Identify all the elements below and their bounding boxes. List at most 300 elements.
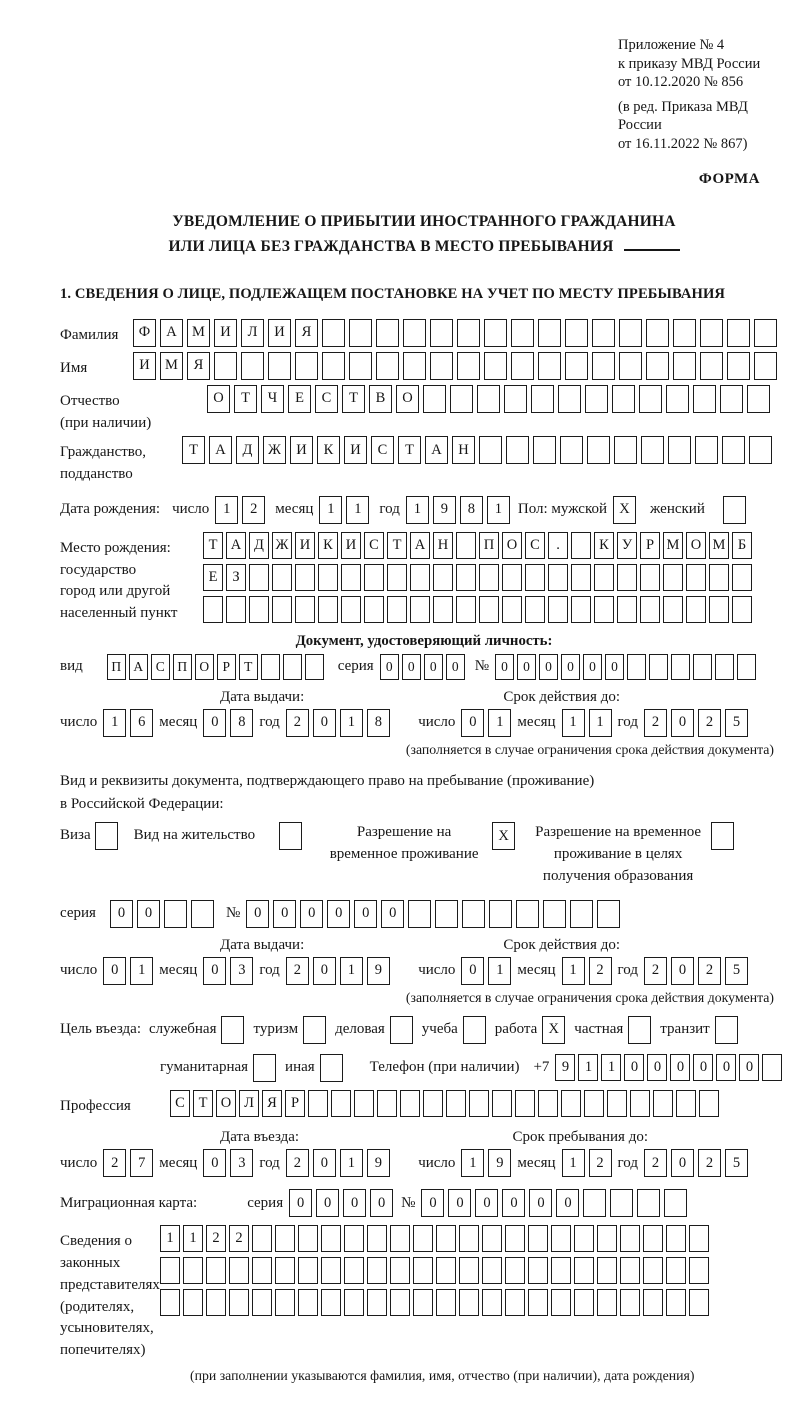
char-cell[interactable]: 1 — [562, 1149, 585, 1177]
char-cell[interactable] — [446, 1090, 466, 1117]
char-cell[interactable]: Т — [398, 436, 421, 464]
char-cell[interactable] — [627, 654, 646, 680]
char-cell[interactable]: 0 — [300, 900, 323, 928]
char-cell[interactable]: Т — [239, 654, 258, 680]
char-cell[interactable] — [272, 596, 292, 623]
char-cell[interactable]: 9 — [367, 957, 390, 985]
char-cell[interactable]: С — [170, 1090, 190, 1117]
char-cell[interactable] — [272, 564, 292, 591]
char-cell[interactable] — [430, 352, 453, 380]
char-cell[interactable]: 2 — [229, 1225, 249, 1252]
char-cell[interactable]: С — [364, 532, 384, 559]
char-cell[interactable]: У — [617, 532, 637, 559]
char-cell[interactable]: 1 — [340, 709, 363, 737]
char-cell[interactable]: О — [207, 385, 230, 413]
char-cell[interactable]: 2 — [286, 709, 309, 737]
char-cell[interactable] — [387, 564, 407, 591]
char-cell[interactable] — [341, 596, 361, 623]
char-cell[interactable] — [561, 1090, 581, 1117]
char-cell[interactable]: 0 — [354, 900, 377, 928]
char-cell[interactable] — [689, 1257, 709, 1284]
char-cell[interactable] — [663, 596, 683, 623]
char-cell[interactable]: 1 — [340, 957, 363, 985]
char-cell[interactable]: 0 — [246, 900, 269, 928]
char-cell[interactable] — [229, 1257, 249, 1284]
char-cell[interactable] — [594, 564, 614, 591]
char-cell[interactable] — [574, 1289, 594, 1316]
char-cell[interactable] — [321, 1225, 341, 1252]
char-cell[interactable]: 0 — [110, 900, 133, 928]
char-cell[interactable] — [558, 385, 581, 413]
char-cell[interactable]: 0 — [475, 1189, 498, 1217]
char-cell[interactable] — [700, 352, 723, 380]
char-cell[interactable] — [318, 564, 338, 591]
char-cell[interactable] — [268, 352, 291, 380]
char-cell[interactable] — [482, 1289, 502, 1316]
char-cell[interactable]: 2 — [206, 1225, 226, 1252]
char-cell[interactable] — [597, 1225, 617, 1252]
char-cell[interactable] — [160, 1289, 180, 1316]
char-cell[interactable] — [538, 319, 561, 347]
char-cell[interactable]: 0 — [716, 1054, 736, 1081]
char-cell[interactable] — [551, 1257, 571, 1284]
char-cell[interactable]: В — [369, 385, 392, 413]
char-cell[interactable] — [754, 352, 777, 380]
char-cell[interactable] — [686, 596, 706, 623]
char-cell[interactable] — [376, 319, 399, 347]
char-cell[interactable]: О — [502, 532, 522, 559]
char-cell[interactable]: 6 — [130, 709, 153, 737]
char-cell[interactable]: 2 — [589, 957, 612, 985]
char-cell[interactable] — [489, 900, 512, 928]
char-cell[interactable]: 0 — [446, 654, 465, 680]
char-cell[interactable]: 0 — [203, 709, 226, 737]
char-cell[interactable]: 1 — [319, 496, 342, 524]
char-cell[interactable] — [95, 822, 118, 850]
char-cell[interactable]: О — [195, 654, 214, 680]
char-cell[interactable]: 2 — [698, 1149, 721, 1177]
char-cell[interactable] — [610, 1189, 633, 1217]
char-cell[interactable]: 1 — [578, 1054, 598, 1081]
char-cell[interactable] — [303, 1016, 326, 1044]
char-cell[interactable] — [737, 654, 756, 680]
char-cell[interactable] — [528, 1257, 548, 1284]
char-cell[interactable]: 0 — [313, 709, 336, 737]
char-cell[interactable]: С — [371, 436, 394, 464]
char-cell[interactable] — [206, 1289, 226, 1316]
char-cell[interactable] — [663, 564, 683, 591]
char-cell[interactable] — [279, 822, 302, 850]
char-cell[interactable] — [700, 319, 723, 347]
char-cell[interactable]: 2 — [644, 709, 667, 737]
char-cell[interactable]: 1 — [601, 1054, 621, 1081]
char-cell[interactable] — [484, 319, 507, 347]
char-cell[interactable] — [528, 1289, 548, 1316]
char-cell[interactable]: 0 — [670, 1054, 690, 1081]
char-cell[interactable] — [456, 596, 476, 623]
char-cell[interactable]: О — [686, 532, 706, 559]
char-cell[interactable] — [430, 319, 453, 347]
char-cell[interactable]: К — [317, 436, 340, 464]
char-cell[interactable]: 1 — [130, 957, 153, 985]
char-cell[interactable] — [607, 1090, 627, 1117]
char-cell[interactable] — [574, 1225, 594, 1252]
char-cell[interactable] — [722, 436, 745, 464]
char-cell[interactable]: А — [160, 319, 183, 347]
char-cell[interactable] — [479, 596, 499, 623]
char-cell[interactable]: Т — [234, 385, 257, 413]
char-cell[interactable] — [252, 1225, 272, 1252]
char-cell[interactable] — [344, 1225, 364, 1252]
char-cell[interactable]: 2 — [242, 496, 265, 524]
char-cell[interactable]: 0 — [693, 1054, 713, 1081]
char-cell[interactable]: К — [318, 532, 338, 559]
char-cell[interactable] — [538, 1090, 558, 1117]
char-cell[interactable] — [295, 352, 318, 380]
char-cell[interactable] — [666, 1257, 686, 1284]
char-cell[interactable]: С — [151, 654, 170, 680]
char-cell[interactable] — [571, 564, 591, 591]
char-cell[interactable]: 0 — [313, 957, 336, 985]
char-cell[interactable]: 1 — [160, 1225, 180, 1252]
char-cell[interactable] — [479, 436, 502, 464]
char-cell[interactable] — [275, 1257, 295, 1284]
char-cell[interactable]: Ф — [133, 319, 156, 347]
char-cell[interactable]: . — [548, 532, 568, 559]
char-cell[interactable] — [275, 1225, 295, 1252]
char-cell[interactable] — [574, 1257, 594, 1284]
char-cell[interactable] — [551, 1289, 571, 1316]
char-cell[interactable] — [686, 564, 706, 591]
char-cell[interactable]: И — [268, 319, 291, 347]
char-cell[interactable] — [646, 319, 669, 347]
char-cell[interactable] — [261, 654, 280, 680]
char-cell[interactable]: Р — [640, 532, 660, 559]
char-cell[interactable]: 1 — [103, 709, 126, 737]
char-cell[interactable] — [482, 1257, 502, 1284]
char-cell[interactable]: 0 — [671, 709, 694, 737]
char-cell[interactable] — [571, 596, 591, 623]
char-cell[interactable]: Н — [452, 436, 475, 464]
char-cell[interactable]: П — [173, 654, 192, 680]
char-cell[interactable] — [183, 1289, 203, 1316]
char-cell[interactable]: 2 — [286, 957, 309, 985]
char-cell[interactable] — [732, 564, 752, 591]
char-cell[interactable] — [462, 900, 485, 928]
char-cell[interactable] — [506, 436, 529, 464]
char-cell[interactable] — [592, 319, 615, 347]
char-cell[interactable] — [570, 900, 593, 928]
char-cell[interactable] — [479, 564, 499, 591]
char-cell[interactable] — [413, 1257, 433, 1284]
char-cell[interactable]: 0 — [313, 1149, 336, 1177]
char-cell[interactable]: 0 — [647, 1054, 667, 1081]
char-cell[interactable] — [543, 900, 566, 928]
char-cell[interactable] — [321, 1289, 341, 1316]
char-cell[interactable]: С — [525, 532, 545, 559]
char-cell[interactable]: И — [344, 436, 367, 464]
char-cell[interactable]: Р — [285, 1090, 305, 1117]
char-cell[interactable] — [640, 564, 660, 591]
char-cell[interactable]: 0 — [671, 1149, 694, 1177]
char-cell[interactable]: Я — [262, 1090, 282, 1117]
char-cell[interactable] — [433, 596, 453, 623]
char-cell[interactable] — [433, 564, 453, 591]
char-cell[interactable] — [585, 385, 608, 413]
char-cell[interactable]: 1 — [406, 496, 429, 524]
char-cell[interactable] — [628, 1016, 651, 1044]
char-cell[interactable] — [505, 1289, 525, 1316]
char-cell[interactable] — [583, 1189, 606, 1217]
char-cell[interactable]: 5 — [725, 709, 748, 737]
char-cell[interactable]: 1 — [488, 709, 511, 737]
char-cell[interactable] — [715, 1016, 738, 1044]
char-cell[interactable] — [252, 1257, 272, 1284]
char-cell[interactable]: 0 — [529, 1189, 552, 1217]
char-cell[interactable] — [617, 564, 637, 591]
char-cell[interactable]: Т — [203, 532, 223, 559]
char-cell[interactable] — [695, 436, 718, 464]
char-cell[interactable] — [641, 436, 664, 464]
char-cell[interactable]: 2 — [698, 957, 721, 985]
char-cell[interactable] — [533, 436, 556, 464]
char-cell[interactable] — [666, 1225, 686, 1252]
char-cell[interactable] — [298, 1289, 318, 1316]
char-cell[interactable]: 3 — [230, 957, 253, 985]
char-cell[interactable] — [344, 1289, 364, 1316]
char-cell[interactable]: 0 — [137, 900, 160, 928]
char-cell[interactable] — [221, 1016, 244, 1044]
char-cell[interactable]: 0 — [203, 957, 226, 985]
char-cell[interactable] — [459, 1225, 479, 1252]
char-cell[interactable] — [377, 1090, 397, 1117]
char-cell[interactable] — [390, 1016, 413, 1044]
char-cell[interactable] — [747, 385, 770, 413]
char-cell[interactable]: И — [214, 319, 237, 347]
char-cell[interactable] — [367, 1225, 387, 1252]
char-cell[interactable] — [693, 385, 716, 413]
char-cell[interactable] — [275, 1289, 295, 1316]
char-cell[interactable]: 5 — [725, 957, 748, 985]
char-cell[interactable] — [754, 319, 777, 347]
char-cell[interactable]: К — [594, 532, 614, 559]
char-cell[interactable]: А — [425, 436, 448, 464]
char-cell[interactable]: Т — [182, 436, 205, 464]
char-cell[interactable] — [410, 596, 430, 623]
char-cell[interactable]: Л — [239, 1090, 259, 1117]
char-cell[interactable] — [571, 532, 591, 559]
char-cell[interactable] — [364, 596, 384, 623]
char-cell[interactable]: М — [187, 319, 210, 347]
char-cell[interactable]: О — [216, 1090, 236, 1117]
char-cell[interactable]: 7 — [130, 1149, 153, 1177]
char-cell[interactable] — [594, 596, 614, 623]
char-cell[interactable] — [699, 1090, 719, 1117]
char-cell[interactable] — [643, 1257, 663, 1284]
char-cell[interactable]: 1 — [562, 709, 585, 737]
char-cell[interactable] — [597, 1257, 617, 1284]
char-cell[interactable]: 0 — [203, 1149, 226, 1177]
char-cell[interactable] — [637, 1189, 660, 1217]
char-cell[interactable] — [191, 900, 214, 928]
char-cell[interactable] — [436, 1225, 456, 1252]
char-cell[interactable]: Я — [187, 352, 210, 380]
char-cell[interactable] — [715, 654, 734, 680]
char-cell[interactable] — [344, 1257, 364, 1284]
char-cell[interactable] — [560, 436, 583, 464]
char-cell[interactable] — [206, 1257, 226, 1284]
char-cell[interactable]: X — [613, 496, 636, 524]
char-cell[interactable] — [565, 319, 588, 347]
char-cell[interactable]: З — [226, 564, 246, 591]
char-cell[interactable] — [349, 352, 372, 380]
char-cell[interactable] — [459, 1289, 479, 1316]
char-cell[interactable] — [298, 1257, 318, 1284]
char-cell[interactable] — [668, 436, 691, 464]
char-cell[interactable] — [410, 564, 430, 591]
char-cell[interactable] — [643, 1289, 663, 1316]
char-cell[interactable] — [249, 564, 269, 591]
char-cell[interactable] — [457, 352, 480, 380]
char-cell[interactable]: X — [492, 822, 515, 850]
char-cell[interactable]: X — [542, 1016, 565, 1044]
char-cell[interactable]: 0 — [495, 654, 514, 680]
char-cell[interactable] — [183, 1257, 203, 1284]
char-cell[interactable] — [456, 532, 476, 559]
char-cell[interactable]: 0 — [402, 654, 421, 680]
char-cell[interactable]: М — [709, 532, 729, 559]
char-cell[interactable] — [320, 1054, 343, 1082]
char-cell[interactable] — [331, 1090, 351, 1117]
char-cell[interactable]: Т — [342, 385, 365, 413]
char-cell[interactable] — [671, 654, 690, 680]
char-cell[interactable] — [711, 822, 734, 850]
char-cell[interactable]: 0 — [739, 1054, 759, 1081]
char-cell[interactable] — [249, 596, 269, 623]
char-cell[interactable] — [322, 319, 345, 347]
char-cell[interactable]: Н — [433, 532, 453, 559]
char-cell[interactable] — [226, 596, 246, 623]
char-cell[interactable] — [531, 385, 554, 413]
char-cell[interactable] — [253, 1054, 276, 1082]
char-cell[interactable] — [673, 352, 696, 380]
char-cell[interactable] — [435, 900, 458, 928]
char-cell[interactable] — [364, 564, 384, 591]
char-cell[interactable] — [376, 352, 399, 380]
char-cell[interactable]: 1 — [461, 1149, 484, 1177]
char-cell[interactable] — [469, 1090, 489, 1117]
char-cell[interactable]: 0 — [561, 654, 580, 680]
char-cell[interactable]: И — [295, 532, 315, 559]
char-cell[interactable] — [214, 352, 237, 380]
char-cell[interactable]: 0 — [448, 1189, 471, 1217]
char-cell[interactable] — [592, 352, 615, 380]
char-cell[interactable]: 9 — [433, 496, 456, 524]
char-cell[interactable]: Е — [203, 564, 223, 591]
char-cell[interactable]: А — [129, 654, 148, 680]
char-cell[interactable] — [367, 1257, 387, 1284]
char-cell[interactable] — [456, 564, 476, 591]
char-cell[interactable]: М — [160, 352, 183, 380]
char-cell[interactable] — [505, 1225, 525, 1252]
char-cell[interactable] — [511, 352, 534, 380]
char-cell[interactable]: Д — [249, 532, 269, 559]
char-cell[interactable]: 0 — [671, 957, 694, 985]
char-cell[interactable]: Б — [732, 532, 752, 559]
char-cell[interactable]: 8 — [230, 709, 253, 737]
char-cell[interactable]: 2 — [103, 1149, 126, 1177]
char-cell[interactable]: 1 — [215, 496, 238, 524]
char-cell[interactable] — [400, 1090, 420, 1117]
char-cell[interactable] — [484, 352, 507, 380]
char-cell[interactable]: 0 — [327, 900, 350, 928]
char-cell[interactable] — [619, 319, 642, 347]
char-cell[interactable] — [630, 1090, 650, 1117]
char-cell[interactable] — [640, 596, 660, 623]
char-cell[interactable] — [538, 352, 561, 380]
char-cell[interactable] — [321, 1257, 341, 1284]
char-cell[interactable] — [597, 900, 620, 928]
char-cell[interactable] — [666, 385, 689, 413]
char-cell[interactable] — [459, 1257, 479, 1284]
char-cell[interactable] — [241, 352, 264, 380]
char-cell[interactable] — [646, 352, 669, 380]
char-cell[interactable]: 1 — [487, 496, 510, 524]
char-cell[interactable]: Т — [193, 1090, 213, 1117]
char-cell[interactable]: 9 — [555, 1054, 575, 1081]
char-cell[interactable]: И — [341, 532, 361, 559]
char-cell[interactable]: 0 — [343, 1189, 366, 1217]
char-cell[interactable]: 1 — [562, 957, 585, 985]
char-cell[interactable]: 0 — [461, 709, 484, 737]
char-cell[interactable]: 1 — [589, 709, 612, 737]
char-cell[interactable]: Е — [288, 385, 311, 413]
char-cell[interactable]: 0 — [605, 654, 624, 680]
char-cell[interactable]: 2 — [644, 1149, 667, 1177]
char-cell[interactable]: А — [226, 532, 246, 559]
char-cell[interactable] — [639, 385, 662, 413]
char-cell[interactable]: 2 — [589, 1149, 612, 1177]
char-cell[interactable]: 2 — [698, 709, 721, 737]
char-cell[interactable] — [283, 654, 302, 680]
char-cell[interactable] — [318, 596, 338, 623]
char-cell[interactable] — [653, 1090, 673, 1117]
char-cell[interactable] — [436, 1257, 456, 1284]
char-cell[interactable] — [709, 564, 729, 591]
char-cell[interactable] — [305, 654, 324, 680]
char-cell[interactable] — [528, 1225, 548, 1252]
char-cell[interactable] — [349, 319, 372, 347]
char-cell[interactable] — [413, 1225, 433, 1252]
char-cell[interactable] — [505, 1257, 525, 1284]
char-cell[interactable]: 8 — [367, 709, 390, 737]
char-cell[interactable] — [457, 319, 480, 347]
char-cell[interactable] — [584, 1090, 604, 1117]
char-cell[interactable] — [597, 1289, 617, 1316]
char-cell[interactable] — [423, 1090, 443, 1117]
char-cell[interactable] — [612, 385, 635, 413]
char-cell[interactable] — [614, 436, 637, 464]
char-cell[interactable] — [619, 352, 642, 380]
char-cell[interactable] — [720, 385, 743, 413]
char-cell[interactable]: 0 — [316, 1189, 339, 1217]
char-cell[interactable] — [408, 900, 431, 928]
char-cell[interactable]: Ч — [261, 385, 284, 413]
char-cell[interactable]: И — [133, 352, 156, 380]
char-cell[interactable] — [229, 1289, 249, 1316]
char-cell[interactable] — [727, 319, 750, 347]
char-cell[interactable] — [252, 1289, 272, 1316]
